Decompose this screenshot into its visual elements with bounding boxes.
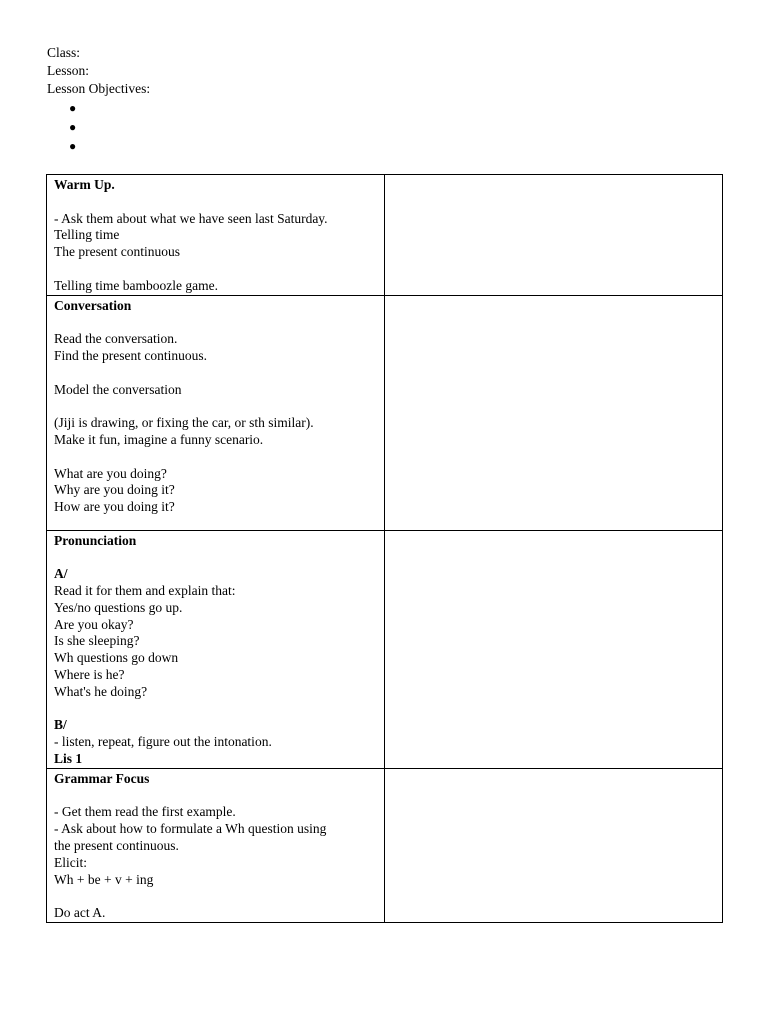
section-title: Warm Up.: [54, 177, 115, 192]
section-line: Read the conversation.: [54, 331, 178, 347]
section-line: Model the conversation: [54, 381, 182, 397]
lesson-header: [47, 44, 150, 98]
section-line: [54, 888, 384, 905]
section-title: Pronunciation: [54, 532, 137, 548]
lesson-objectives-label: Lesson Objectives:: [47, 81, 151, 96]
bullet-icon: ●: [69, 120, 77, 134]
section-content: [47, 531, 384, 768]
section-title: Conversation: [54, 297, 132, 313]
section-line: A/: [54, 566, 68, 582]
lesson-plan-table: [46, 174, 723, 923]
section-line: What's he doing?: [54, 683, 148, 699]
section-line: The present continuous: [54, 244, 180, 260]
section-row-grammar-focus: [47, 768, 723, 922]
section-line: What are you doing?: [54, 465, 167, 481]
section-line: Lis 1: [54, 750, 83, 766]
section-line: Wh + be + v + ing: [54, 871, 154, 887]
section-line: - Get them read the first example.: [54, 804, 236, 820]
section-line: Find the present continuous.: [54, 347, 207, 363]
section-line: Elicit:: [54, 854, 87, 870]
section-row-warm-up: [47, 175, 723, 296]
section-line: Telling time bamboozle game.: [54, 277, 219, 293]
section-cell: [47, 530, 385, 768]
section-line: - Ask them about what we have seen last Saturday.: [54, 210, 328, 226]
section-line: the present continuous.: [54, 837, 179, 853]
class-label: Class:: [47, 45, 81, 60]
section-line: B/: [54, 717, 67, 733]
section-line: (Jiji is drawing, or fixing the car, or sth similar).: [54, 415, 314, 431]
notes-cell[interactable]: [385, 768, 723, 922]
section-line: Wh questions go down: [54, 650, 179, 666]
section-cell: [47, 175, 385, 296]
notes-cell[interactable]: [385, 530, 723, 768]
bullet-icon: ●: [69, 101, 77, 115]
section-line: [54, 314, 384, 331]
section-content: [47, 769, 384, 922]
section-cell: [47, 768, 385, 922]
section-line: [54, 449, 384, 466]
section-line: Do act A.: [54, 905, 106, 921]
section-line: How are you doing it?: [54, 499, 175, 515]
section-title: Grammar Focus: [54, 770, 150, 786]
notes-cell[interactable]: [385, 295, 723, 530]
section-line: Why are you doing it?: [54, 482, 175, 498]
section-line: Make it fun, imagine a funny scenario.: [54, 431, 264, 447]
section-line: Is she sleeping?: [54, 633, 140, 649]
section-line: Read it for them and explain that:: [54, 582, 236, 598]
lesson-label: Lesson:: [47, 63, 89, 78]
section-line: Where is he?: [54, 666, 125, 682]
section-line: [54, 788, 384, 805]
section-row-conversation: [47, 295, 723, 530]
section-line: - listen, repeat, figure out the intonation.: [54, 734, 272, 750]
section-content: [47, 175, 384, 295]
section-line: [54, 701, 384, 718]
section-cell: [47, 295, 385, 530]
section-line: Telling time: [54, 227, 120, 243]
section-row-pronunciation: [47, 530, 723, 768]
bullet-icon: ●: [69, 139, 77, 153]
section-line: [54, 194, 384, 211]
section-line: [54, 549, 384, 566]
section-line: [54, 398, 384, 415]
section-line: Yes/no questions go up.: [54, 599, 183, 615]
section-line: [54, 261, 384, 278]
section-line: - Ask about how to formulate a Wh question using: [54, 821, 327, 837]
section-line: [54, 365, 384, 382]
section-content: [47, 296, 384, 516]
section-line: Are you okay?: [54, 616, 134, 632]
notes-cell[interactable]: [385, 175, 723, 296]
